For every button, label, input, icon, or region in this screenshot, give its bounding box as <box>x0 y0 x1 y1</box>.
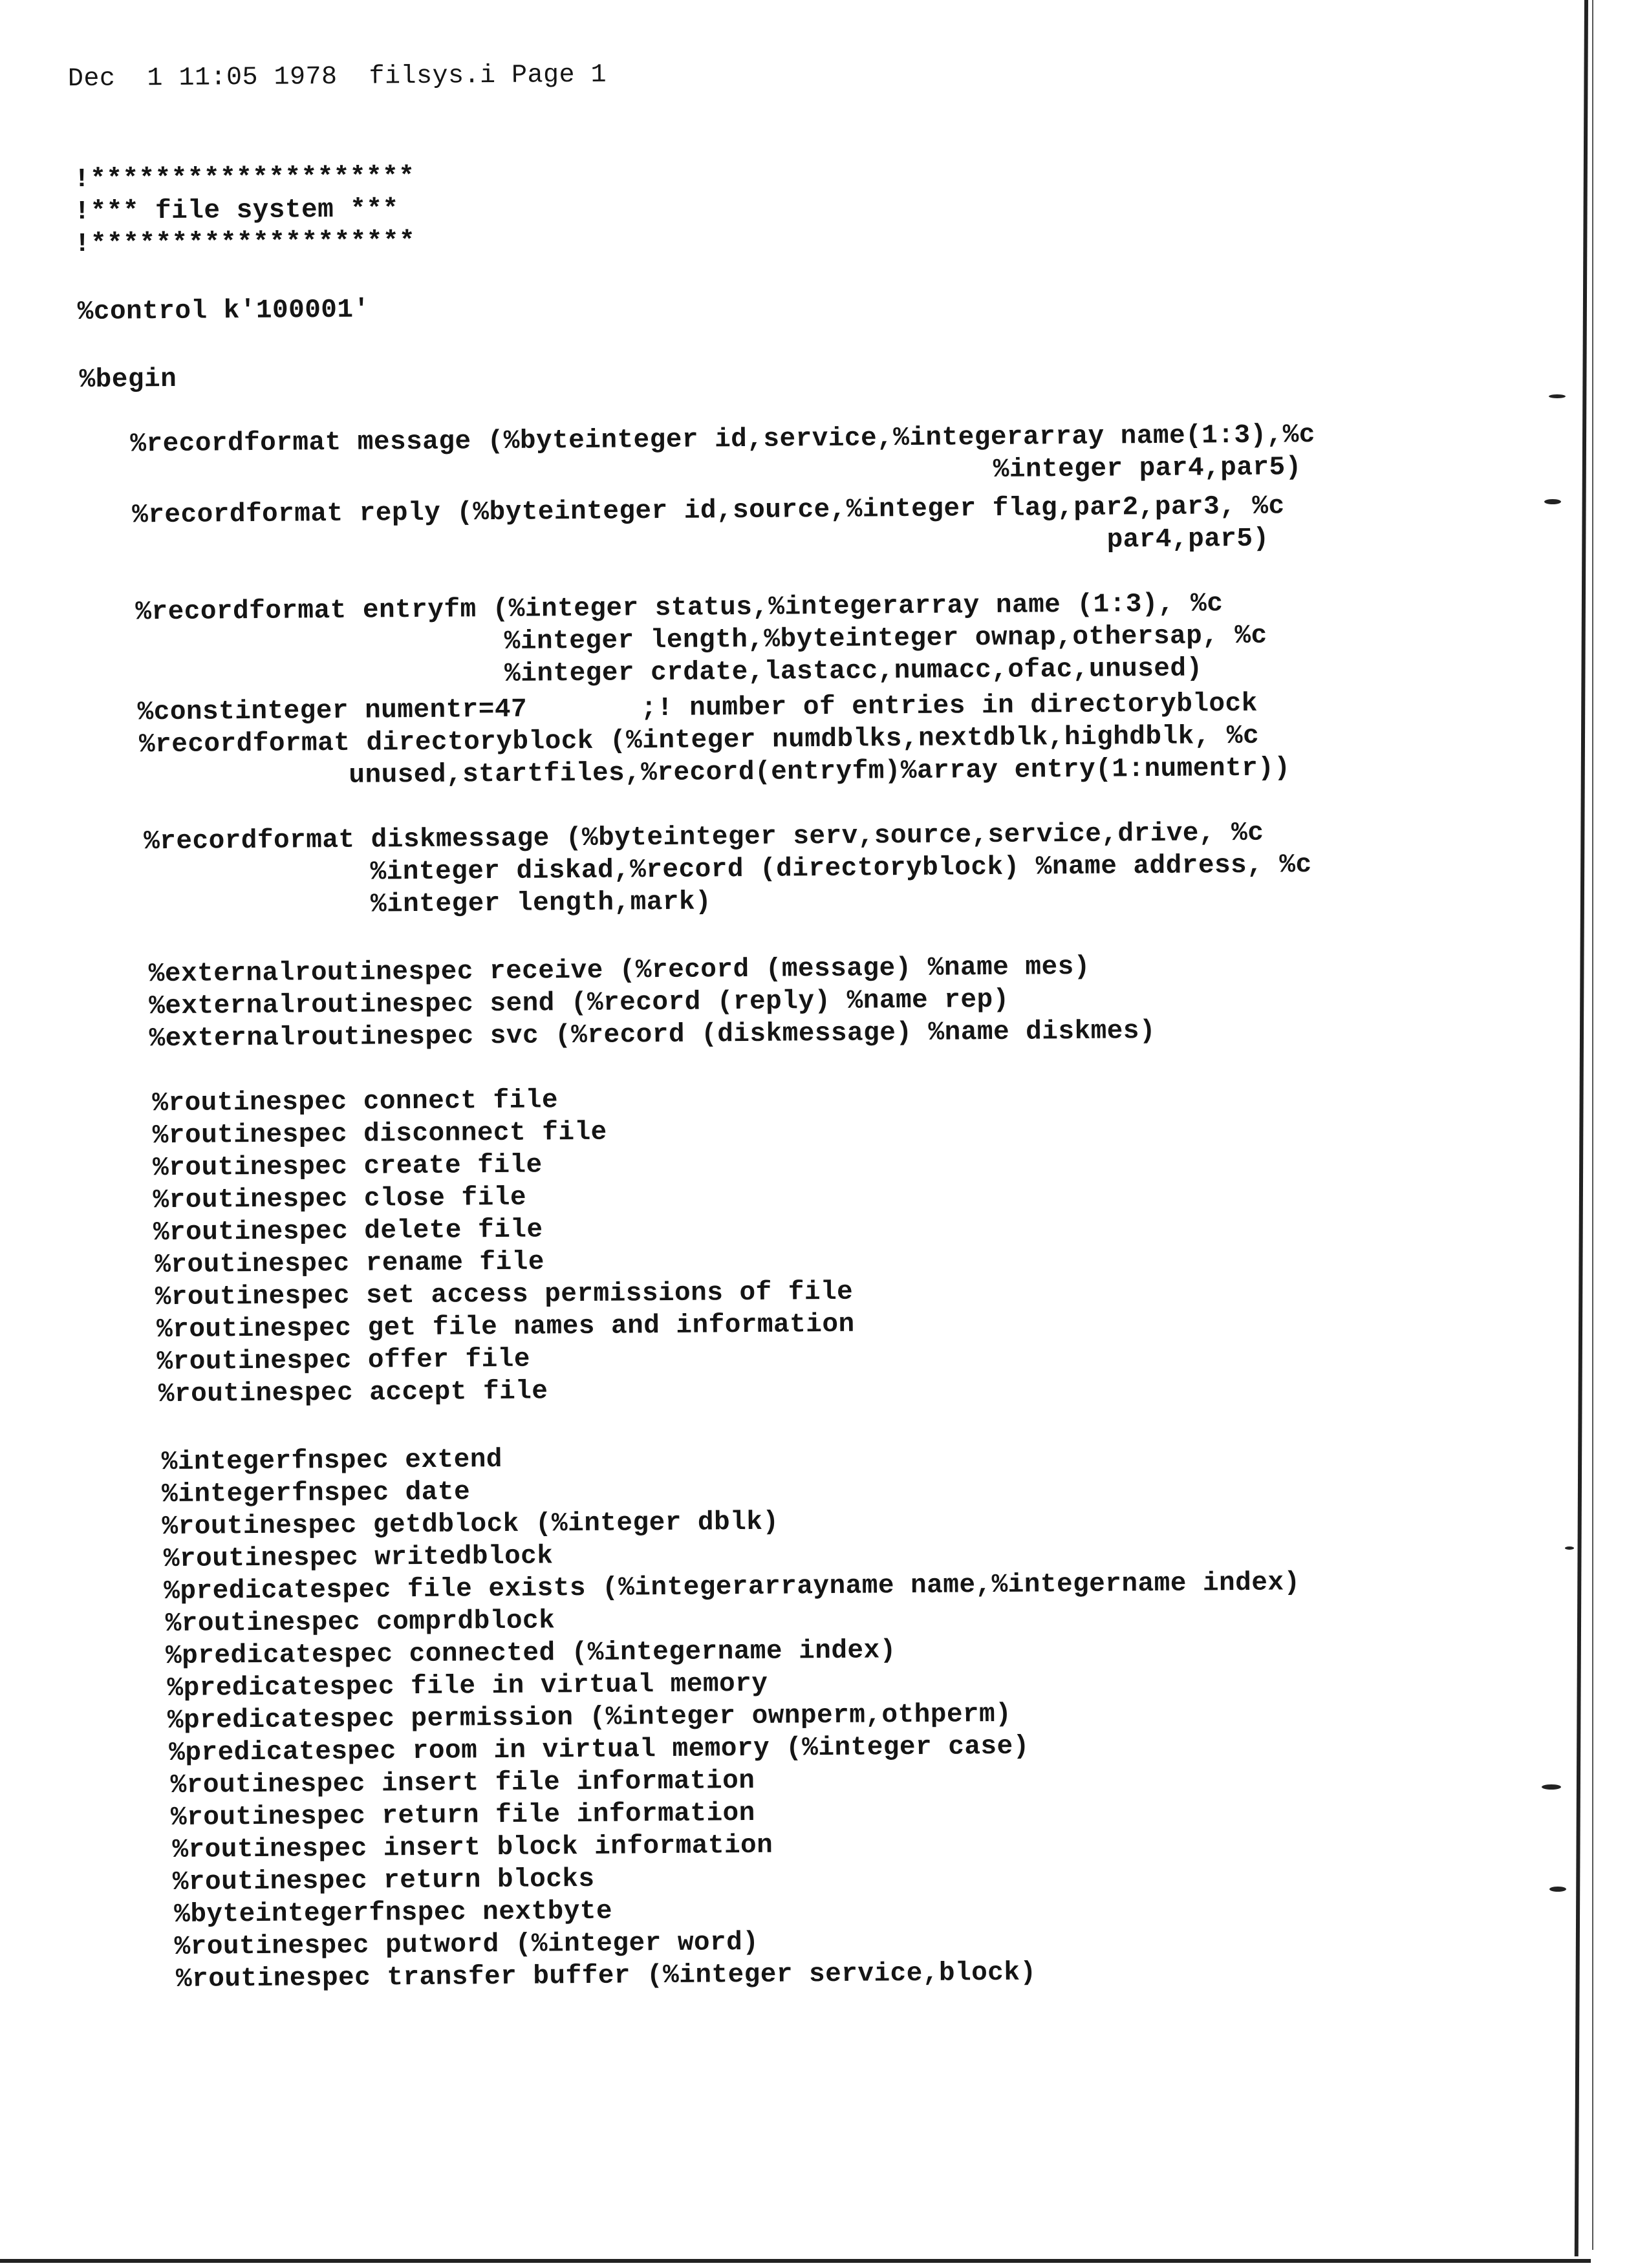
recordformat-reply-line-1: %recordformat reply (%byteinteger id,source,%integer flag,par2,par3, %c <box>132 491 1285 531</box>
recordformat-directoryblock-line-1: %recordformat directoryblock (%integer numdblks,nextdblk,highdblk, %c <box>138 721 1260 760</box>
scan-speck <box>1549 394 1566 398</box>
control-statement: %control k'100001' <box>77 295 370 328</box>
scan-speck <box>1542 1784 1561 1790</box>
recordformat-entryfm-line-2: %integer length,%byteinteger ownap,othersap, %c <box>504 621 1267 657</box>
routinespec-putword: %routinespec putword (%integer word) <box>174 1927 759 1962</box>
page-header <box>68 60 607 96</box>
routinespec-comprdblock: %routinespec comprdblock <box>165 1606 555 1640</box>
routinespec-connect-file: %routinespec connect file <box>152 1086 559 1119</box>
recordformat-diskmessage-line-2: %integer diskad,%record (directoryblock) %name address, %c <box>370 850 1312 888</box>
routinespec-getdblock: %routinespec getdblock (%integer dblk) <box>162 1507 779 1543</box>
external-spec-receive: %externalroutinespec receive (%record (message) %name mes) <box>148 952 1091 990</box>
routinespec-get-file-names: %routinespec get file names and information <box>156 1309 855 1345</box>
routinespec-insert-block-information: %routinespec insert block information <box>172 1830 773 1865</box>
predicatespec-file-in-virtual-memory: %predicatespec file in virtual memory <box>167 1669 768 1704</box>
banner-line-1: !******************** <box>74 162 415 195</box>
integerfnspec-extend: %integerfnspec extend <box>161 1444 503 1478</box>
predicatespec-connected: %predicatespec connected (%integername index) <box>165 1636 896 1672</box>
banner-line-3: !******************** <box>74 226 416 260</box>
external-spec-send: %externalroutinespec send (%record (reply) %name rep) <box>149 985 1009 1022</box>
routinespec-close-file: %routinespec close file <box>153 1182 527 1216</box>
banner-line-2: !*** file system *** <box>74 195 399 228</box>
recordformat-entryfm-line-3: %integer crdate,lastacc,numacc,ofac,unused) <box>504 654 1203 689</box>
integerfnspec-date: %integerfnspec date <box>161 1477 471 1510</box>
scan-speck <box>1549 1887 1566 1892</box>
routinespec-transfer-buffer: %routinespec transfer buffer (%integer service,block) <box>175 1958 1037 1995</box>
predicatespec-permission: %predicatespec permission (%integer ownperm,othperm) <box>167 1699 1012 1737</box>
recordformat-message-line-2: %integer par4,par5) <box>993 453 1302 485</box>
routinespec-rename-file: %routinespec rename file <box>155 1247 545 1281</box>
header-date: Dec 1 11:05 1978 <box>67 62 338 94</box>
page-edge-bottom <box>0 2259 1591 2263</box>
scan-speck <box>1565 1546 1574 1550</box>
recordformat-diskmessage-line-3: %integer length,mark) <box>370 887 712 920</box>
byteintegerfnspec-nextbyte: %byteintegerfnspec nextbyte <box>174 1896 613 1930</box>
recordformat-diskmessage-line-1: %recordformat diskmessage (%byteinteger serv,source,service,drive, %c <box>144 818 1264 857</box>
external-spec-svc: %externalroutinespec svc (%record (diskmessage) %name diskmes) <box>149 1016 1156 1054</box>
header-filename: filsys.i <box>369 61 496 92</box>
routinespec-delete-file: %routinespec delete file <box>153 1215 543 1248</box>
routinespec-insert-file-information: %routinespec insert file information <box>170 1766 755 1801</box>
constinteger-numentr: %constinteger numentr=47 ;! number of entries in directoryblock <box>137 689 1258 728</box>
begin-statement: %begin <box>79 364 177 396</box>
routinespec-set-access-permissions: %routinespec set access permissions of file <box>155 1277 854 1313</box>
routinespec-offer-file: %routinespec offer file <box>156 1344 531 1378</box>
recordformat-directoryblock-line-2: unused,startfiles,%record(entryfm)%array entry(1:numentr)) <box>349 753 1291 791</box>
routinespec-create-file: %routinespec create file <box>153 1150 543 1184</box>
routinespec-writedblock: %routinespec writedblock <box>163 1541 554 1575</box>
recordformat-entryfm-line-1: %recordformat entryfm (%integer status,%integerarray name (1:3), %c <box>135 589 1223 628</box>
recordformat-reply-line-2: par4,par5) <box>1106 524 1269 555</box>
page-edge-right-shadow <box>1592 0 1593 2250</box>
recordformat-message-line-1: %recordformat message (%byteinteger id,service,%integerarray name(1:3),%c <box>130 420 1316 460</box>
routinespec-accept-file: %routinespec accept file <box>158 1376 548 1410</box>
routinespec-return-file-information: %routinespec return file information <box>170 1798 755 1834</box>
header-page-label: Page 1 <box>511 60 607 91</box>
predicatespec-file-exists: %predicatespec file exists (%integerarrayname name,%integername index) <box>164 1568 1300 1607</box>
scan-speck <box>1544 499 1561 504</box>
routinespec-disconnect-file: %routinespec disconnect file <box>152 1117 607 1151</box>
routinespec-return-blocks: %routinespec return blocks <box>172 1864 595 1898</box>
predicatespec-room-in-virtual-memory: %predicatespec room in virtual memory (%integer case) <box>169 1731 1029 1769</box>
